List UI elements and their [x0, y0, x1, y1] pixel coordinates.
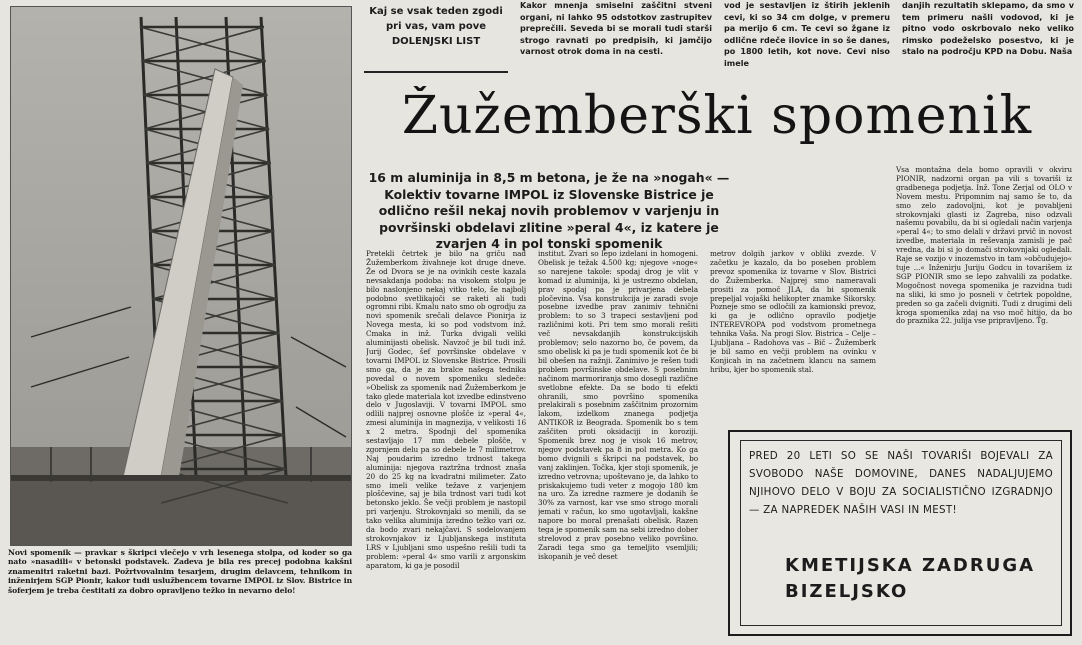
- advertiser-name: [785, 553, 1035, 605]
- article-headline: Žužemberški spomenik: [401, 86, 1033, 146]
- monument-photo: [10, 6, 352, 546]
- advertisement-frame: [740, 440, 1062, 626]
- promo-line-3: DOLENJSKI LIST: [391, 36, 481, 47]
- promo-line-1: Kaj se vsak teden zgodi: [369, 6, 503, 17]
- photo-caption: Novi spomenik — pravkar s škripci vlečejo v vrh lesenega stolpa, od koder so ga nato »nasadili« v betonski podstavek. Zadeva je bila res precej podobna kakšni znamenitri raketni bazi. Požrtvovalnim tesarjem, drugim delavcem, tehnikom in inženirjem SGP Pionir, kakor tudi uslužbencem tovarne IMPOL iz Slov. Bistrice in šoferjem je treba čestitati za dobro opravljeno težko in nevarno delo!: [8, 548, 352, 595]
- advertisement-message: PRED 20 LETI SO SE NAŠI TOVARIŠI BOJEVALI ZA SVOBODO NAŠE DOMOVINE, DANES NADALJUJEMO NJIHOVO DELO V BOJU ZA SOCIALISTIČNO IZGRADNJO — ZA NAPREDEK NAŠIH VASI IN MEST!: [749, 450, 1053, 516]
- previous-article-tail-3: danjih rezultatih sklepamo, da smo v tem primeru našli vodovod, ki je pitno vodo oskrbovalo neko veliko rimsko podeželsko posestvo, ki je stalo na področju KPD na Dobu. Naša: [902, 0, 1074, 57]
- article-column-2: institut. Zvari so lepo izdelani in homogeni. Obelisk je težak 4.500 kg; njegove »noge« so narejene takole: spodaj drog je vlit v komad iz aluminija, ki je ustrezno obdelan, prav spodaj pa je privarjena debela pločevina. Vsa konstrukcija je zaradi svoje posebne izvedbe prav zanimiv tehnični problem: to so 3 trapeci sestavljeni pod različnimi koti. Pri tem smo morali rešiti več nevsakdanjih konstrukcijskih problemov; selo nazorno bo, če povem, da smo obelisk ki pa je tudi spomenik kot če bi bil obešen na ražnji. Zanimivo je rešen tudi problem površinske obdelave. S posebnim načinom marmoriranja smo dosegli različne svetlobne efekte. Da se bodo ti efekti ohranili, smo površino spomenika prelakirali s posebnim zaščitnim prozornim lakom, izdelkom znanega podjetja ANTIKOR iz Beograda. Spomenik bo s tem zaščiten proti oksidaciji in koroziji. Spomenik brez nog je visok 16 metrov, njegov podstavek pa 8 in pol metra. Ko ga bomo dvignili s škripci na podstavek, bo vanj zaklinjen. Točka, kjer stoji spomenik, je izredno vetrovna; upoštevano je, da lahko to priskakujemo tudi veter z mogojo 180 km na uro. Za izredne razmere je dodanih še 30% za varnost, kar vse smo strogo morali jemati v račun, ko smo ugotavljali, kakšne napore bo moral prenašati obelisk. Razen tega je spomenik sam na sebi izredno dober strelovod z prav posebno veliko površino. Zaradi tega smo ga temeljito vsemljili; iskopanih je več deset: [538, 250, 698, 561]
- advertiser-name-line-2: BIZELJSKO: [785, 581, 909, 602]
- previous-article-tail-2: vod je sestavljen iz štirih jeklenih cevi, ki so 34 cm dolge, v premeru pa merijo 6 cm. Te cevi so žgane iz odlične rdeče ilovice in so še danes, po 1800 letih, kot nove. Cevi niso imele: [724, 0, 890, 68]
- dolenjski-list-promo: [364, 4, 508, 73]
- advertiser-name-line-1: KMETIJSKA ZADRUGA: [785, 555, 1036, 576]
- promo-line-2: pri vas, vam pove: [386, 21, 486, 32]
- article-column-3: metrov dolgih jarkov v obliki zvezde. V začetku je kazalo, da bo poseben problem prevoz spomenika iz tovarne v Slov. Bistrici do Žužemberka. Najprej smo nameravali prositi za pomoč JLA, da bi spomenik prepeljal vojaški helikopter znamke Sikorsky. Pozneje smo se odločili za kamionski prevoz, ki ga je odlično opravilo podjetje INTEREVROPA pod vodstvom prometnega tehnika Vaša. Na progi Slov. Bistrica – Celje – Ljubljana – Radohova vas – Bič – Žužemberk je bil samo en večji problem na ovinku v Konjicah in na začetnem klancu na samem hribu, kjer bo spomenik stal.: [710, 250, 876, 374]
- article-column-4: Vsa montažna dela bomo opravili v okviru PIONIR, nadzorni organ pa vili s tovariši iz gradbenega podjetja. Inž. Tone Zerjal od OLO v Novem mestu. Pripomnim naj samo še to, da smo zelo zadovoljni, kot je povabljeni strokovnjaki glasti iz Zagreba, niso odzvali našemu povabilu, da bi si ogledali način varjenja »peral 4«; to smo delali v državi prvič in novost izvedbe, materiala in reševanja zamisli je pač vredna, da bi si jo domači strokovnjaki ogledali. Raje se vozijo v inozemstvo in tam »občudujejo« tuje ...« Inženirju Juriju Godcu in tovarišem iz SGP PIONIR smo se lepo zahvalili za podatke. Mogočnost novega spomenika je razvidna tudi na sliki, ki smo jo posneli v četrtek popoldne, preden so ga začeli dvigniti. Tudi z drugimi deli kroga spomenika zdaj na vso moč hitijo, da bo do praznika 22. julija vse pripravljeno. Tg.: [896, 166, 1072, 326]
- cooperative-advertisement: [728, 430, 1072, 636]
- previous-article-tail-1: Kakor mnenja smiselni zaščitni stveni organi, ni lahko 95 odstotkov zastrupitev preprečili. Seveda bi se morali tudi starši strogo ravnati po predpisih, ki jamčijo varnost otrok doma in na cesti.: [520, 0, 712, 57]
- article-column-1: Pretekli četrtek je bilo na griču nad Žužemberkom živahneje kot druge dneve. Že od Dvora se je na ovinkih ceste kazala nevsakdanja podoba: na visokem stolpu je bilo naslonjeno nekaj vitko telo, še najbolj podobno svetlikajoči se raketi ali tudi ogromni ribi. Kmalu nato smo ob ogrodju za novi spomenik srečali delavce Pionirja iz Novega mesta, ki so pod vodstvom inž. Cmaka in inž. Turka dvigali veliki aluminijasti obelisk. Navzoč je bil tudi inž. Jurij Godec, šef površinske obdelave v tovarni IMPOL iz Slovenske Bistrice. Prosili smo ga, da je za bralce našega tednika povedal o novem spomeniku sledeče: »Obelisk za spomenik nad Žužemberkom je tako glede materiala kot izvedbe edinstveno delo v Jugoslaviji. V tovarni IMPOL smo odlili najprej osnovne plošče iz »peral 4«, zmesi aluminija in magnezija, v velikosti 16 x 2 metra. Spodnji del spomenika sestavljajo 17 mm debele plošče, v zgornjem delu pa so debele le 7 milimetrov. Naj poudarim izredno trdnost takega aluminija: njegova raztržna trdnost znaša 20 do 25 kg na kvadratni milimeter. Zato smo imeli velike težave z varjenjem ploščevine, saj je bila trdnost vari tudi kot betonsko jeklo. Še večji problem je nastopil pri varjenju. Strokovnjaki so menili, da se tako velika aluminija izredno težko vari oz. da bodo zvari nekajčavi. S sodelovanjem strokovnjakov iz Ljubljanskega instituta LRS v Ljubljani smo uspešno rešili tudi ta problem: »peral 4« smo varili z argonskim aparatom, ki ga je posodil: [366, 250, 526, 570]
- article-subheading: 16 m aluminija in 8,5 m betona, je že na »nogah« — Kolektiv tovarne IMPOL iz Slovenske Bistrice je odlično rešil nekaj novih problemov v varjenju in površinski obdelavi zlitine »peral 4«, iz katere je zvarjen 4 in pol tonski spomenik: [368, 170, 730, 251]
